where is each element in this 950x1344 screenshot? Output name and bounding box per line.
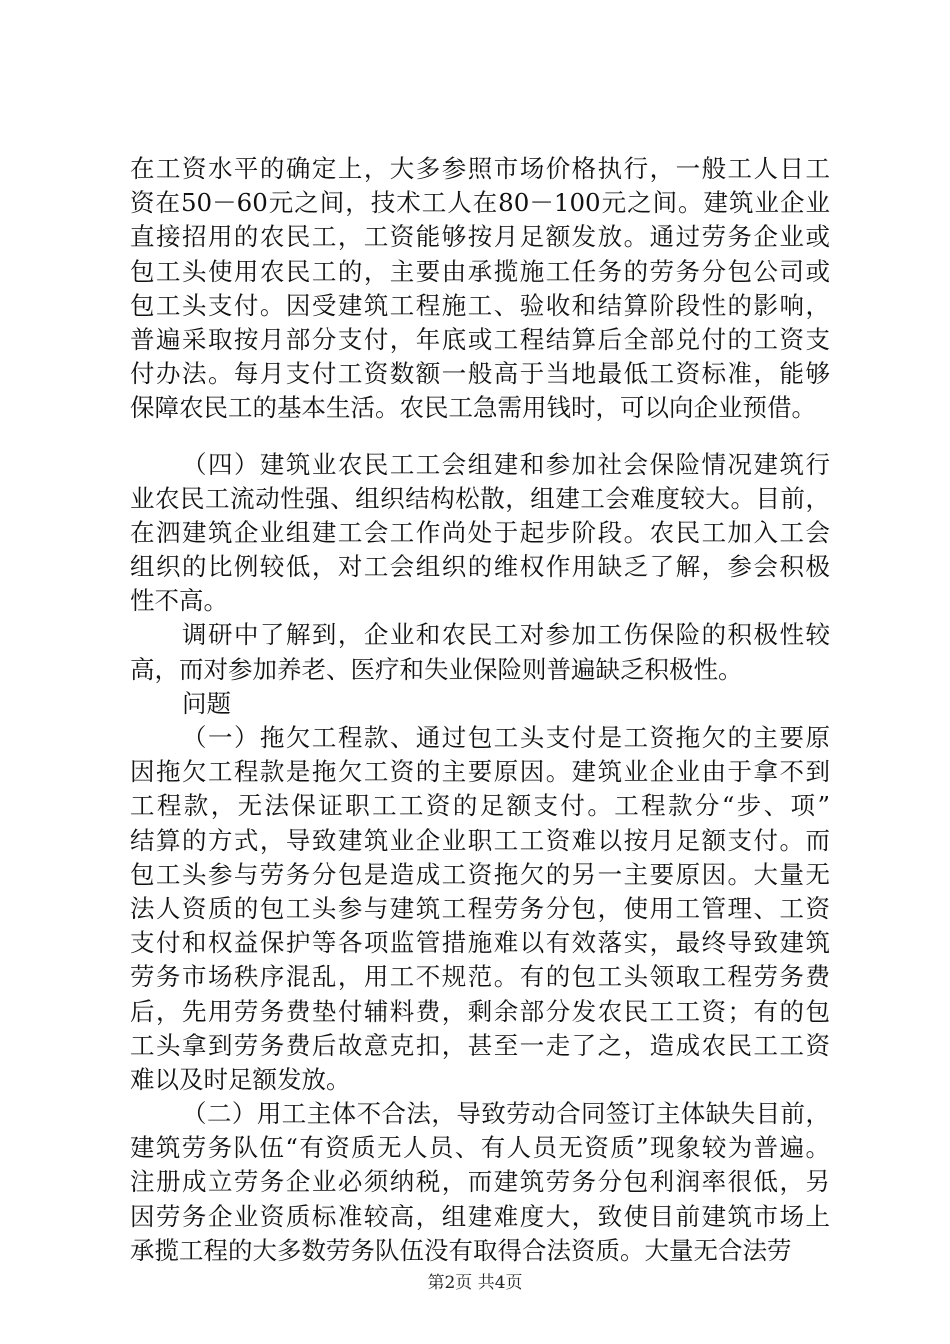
text-line: 法人资质的包工头参与建筑工程劳务分包，使用工管理、工资 [130, 893, 830, 923]
text-line: 保障农民工的基本生活。农民工急需用钱时，可以向企业预借。 [130, 393, 816, 423]
paragraph-problem-one [130, 721, 830, 1097]
text-line: 包工头支付。因受建筑工程施工、验收和结算阶段性的影响， [130, 290, 830, 320]
text-line: 劳务市场秩序混乱，用工不规范。有的包工头领取工程劳务费 [130, 962, 830, 992]
text-line: 资在50－60元之间，技术工人在80－100元之间。建筑业企业 [130, 188, 830, 218]
text-line: 支付和权益保护等各项监管措施难以有效落实，最终导致建筑 [130, 928, 830, 958]
text-line: 包工头使用农民工的，主要由承揽施工任务的劳务分包公司或 [130, 256, 830, 286]
paragraph-union-insurance [130, 448, 830, 619]
text-line: 结算的方式，导致建筑业企业职工工资难以按月足额支付。而 [130, 825, 830, 855]
text-line: 工头拿到劳务费后故意克扣，甚至一走了之，造成农民工工资 [130, 1030, 830, 1060]
paragraph-gap [130, 426, 830, 448]
text-line: （一）拖欠工程款、通过包工头支付是工资拖欠的主要原 [182, 723, 830, 752]
text-line: 建筑劳务队伍“有资质无人员、有人员无资质”现象较为普遍。 [130, 1133, 830, 1163]
page-footer: 第2页 共4页 [427, 1273, 523, 1293]
text-line: 性不高。 [130, 586, 228, 616]
paragraph-problem-two [130, 1097, 830, 1268]
paragraph-problems-heading [130, 687, 830, 721]
text-line: 业农民工流动性强、组织结构松散，组建工会难度较大。目前， [130, 483, 830, 513]
text-line: （四）建筑业农民工工会组建和参加社会保险情况建筑行 [182, 449, 830, 479]
text-line: 问题 [182, 688, 231, 718]
text-line: 包工头参与劳务分包是造成工资拖欠的另一主要原因。大量无 [130, 859, 830, 889]
text-line: 在泗建筑企业组建工会工作尚处于起步阶段。农民工加入工会 [130, 517, 830, 547]
text-line: 工程款，无法保证职工工资的足额支付。工程款分“步、项” [130, 791, 830, 821]
paragraph-wage-level [130, 152, 830, 426]
text-line: 组织的比例较低，对工会组织的维权作用缺乏了解，参会积极 [130, 552, 830, 582]
text-line: 调研中了解到，企业和农民工对参加工伤保险的积极性较 [182, 620, 830, 650]
text-line: 高，而对参加养老、医疗和失业保险则普遍缺乏积极性。 [130, 654, 743, 684]
text-line: 后，先用劳务费垫付辅料费，剩余部分发农民工工资；有的包 [130, 996, 830, 1026]
text-line: 普遍采取按月部分支付，年底或工程结算后全部兑付的工资支 [130, 324, 830, 354]
text-line: 难以及时足额发放。 [130, 1064, 351, 1094]
text-line: 付办法。每月支付工资数额一般高于当地最低工资标准，能够 [130, 359, 830, 389]
text-line: 因劳务企业资质标准较高，组建难度大，致使目前建筑市场上 [130, 1201, 830, 1231]
text-line: 承揽工程的大多数劳务队伍没有取得合法资质。大量无合法劳 [130, 1235, 792, 1265]
document-body [130, 152, 830, 1268]
paragraph-survey-finding [130, 618, 830, 686]
text-line: 因拖欠工程款是拖欠工资的主要原因。建筑业企业由于拿不到 [130, 757, 830, 787]
text-line: 在工资水平的确定上，大多参照市场价格执行，一般工人日工 [130, 154, 830, 183]
text-line: （二）用工主体不合法，导致劳动合同签订主体缺失目前， [182, 1099, 830, 1129]
text-line: 直接招用的农民工，工资能够按月足额发放。通过劳务企业或 [130, 222, 830, 252]
text-line: 注册成立劳务企业必须纳税，而建筑劳务分包利润率很低，另 [130, 1167, 830, 1197]
